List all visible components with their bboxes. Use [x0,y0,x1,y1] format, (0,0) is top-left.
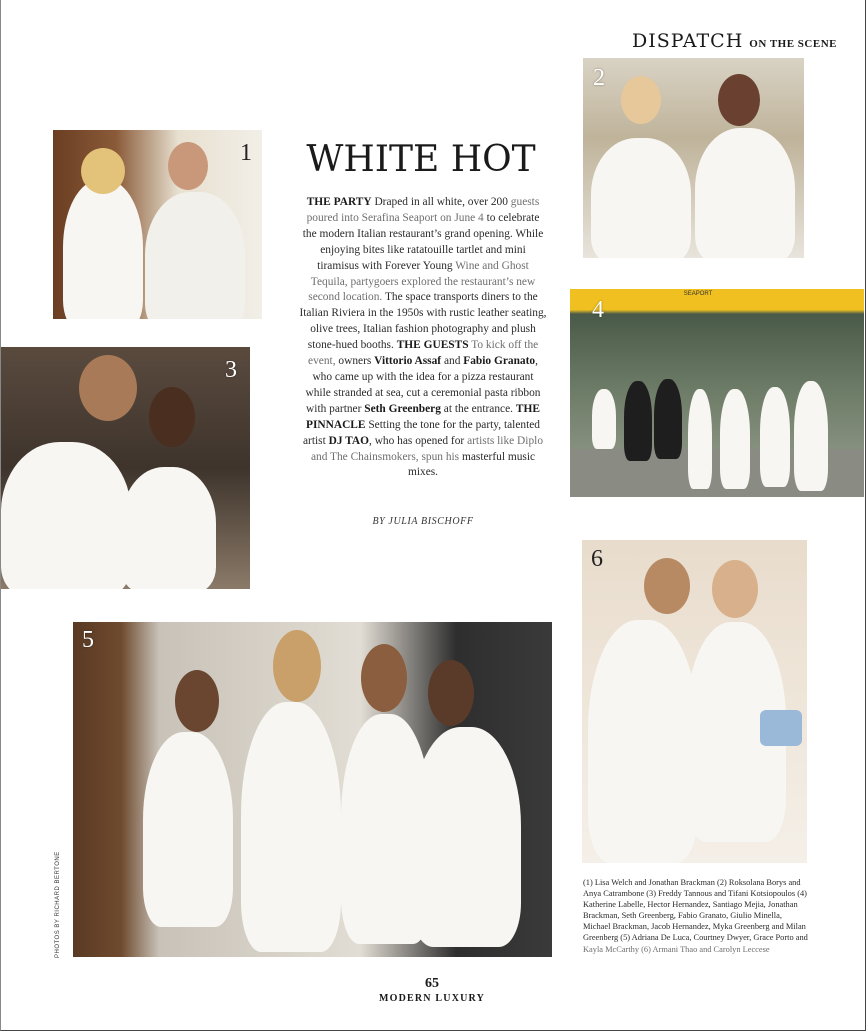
guest-name: Vittorio Assaf [374,355,442,368]
figure-guest [794,381,828,491]
figure-guest [720,389,750,489]
publication-name: MODERN LUXURY [378,993,486,1004]
figure-woman [695,128,795,258]
figure-head [273,630,321,702]
guest-name: Fabio Granato [463,355,536,368]
photo-number: 6 [591,546,603,572]
body-text: at the entrance. [440,402,514,415]
body-text: artists like Diplo and The Chainsmokers, spun his [310,434,544,463]
figure-head [175,670,219,732]
caption-text: Kayla McCarthy (6) Armani Thao and Carolyn Leccese [583,944,770,954]
section-label: THE PARTY [306,196,372,208]
body-text: masterful music mixes. [407,450,536,479]
photo-credit: PHOTOS BY RICHARD BERTONE [55,851,61,958]
figure-woman [411,727,521,947]
figure-woman [591,138,691,258]
body-text: guests poured into Serafina Seaport on June 4 [306,196,540,224]
body-text: and [441,355,464,368]
body-text: Setting the tone for the party, talented artist [302,418,540,447]
figure-man [145,192,245,319]
photo-number: 2 [593,65,605,91]
body-text: owners [335,355,375,368]
body-text: to celebrate the modern Italian restaurant’s grand opening. While enjoying bites like ratatouille tartlet and mini tiramisus with Forever Young [302,211,544,272]
photo-6 [582,540,807,863]
guest-name: Seth Greenberg [364,402,441,415]
body-text: To kick off the event, [308,339,539,368]
article-body [299,195,547,481]
figure-woman [241,702,341,952]
figure-head [644,558,690,614]
photo-caption [583,877,811,955]
photo-number: 5 [82,627,94,653]
figure-head [718,74,760,126]
body-text: , who has opened for [369,434,465,447]
section-title: DISPATCH [632,30,744,52]
figure-chef [624,381,652,461]
photo-4 [570,289,864,497]
figure-guest [592,389,616,449]
photo-3 [1,347,250,589]
byline: BY JULIA BISCHOFF [372,516,474,527]
photo-5 [73,622,552,957]
body-text: , who came up with the idea for a pizza restaurant while stranded at sea, cut a ceremonial pasta ribbon with partner [305,355,541,415]
figure-head [168,142,208,190]
signage: SEAPORT [683,291,713,297]
body-text: Draped in all white, over 200 [374,196,508,208]
figure-head [361,644,407,712]
caption-text: (1) Lisa Welch and Jonathan Brackman (2) Roksolana Borys and Anya Catrambone (3) Freddy Tannous and Tifani Kotsiopoulos (4) Katherine Labelle, Hector Hernandez, Santiago Mejia, Jonathan Brackman, Seth Greenberg, Fabio Granato, Giulio Minella, Michael Brackman, Jacob Hernandez, Myka Greenberg and Milan Greenberg (5) Adriana De Luca, Courtney Dwyer, Grace Porto and [583,878,808,943]
handbag [760,710,802,746]
figure-man [588,620,698,863]
figure-head [712,560,758,618]
photo-number: 4 [592,297,604,323]
section-label: THE GUESTS [396,339,469,352]
figure-head [81,148,125,194]
article-title: WHITE HOT [306,139,536,180]
figure-head [149,387,195,447]
figure-man [1,442,131,589]
figure-woman [63,180,143,319]
figure-woman [143,732,233,927]
figure-guest [760,387,790,487]
photo-number: 1 [240,140,252,166]
section-header [632,30,837,52]
guest-name: DJ TAO [328,434,369,447]
figure-chef [654,379,682,459]
figure-head [621,76,661,124]
section-subtitle: ON THE SCENE [749,38,837,50]
body-text: The space transports diners to the Italian Riviera in the 1950s with rustic leather seating, olive trees, Italian fashion photography and plush stone-hued booths. [299,291,547,352]
photo-number: 3 [225,357,237,383]
section-label: THE PINNACLE [306,402,540,431]
page-number: 65 [425,976,439,991]
photo-2 [583,58,804,258]
figure-head [428,660,474,726]
photo-1 [53,130,262,319]
body-text: Wine and Ghost Tequila, partygoers explored the restaurant’s new second location. [308,259,536,304]
figure-head [79,355,137,421]
figure-guest [688,389,712,489]
figure-woman [121,467,216,589]
